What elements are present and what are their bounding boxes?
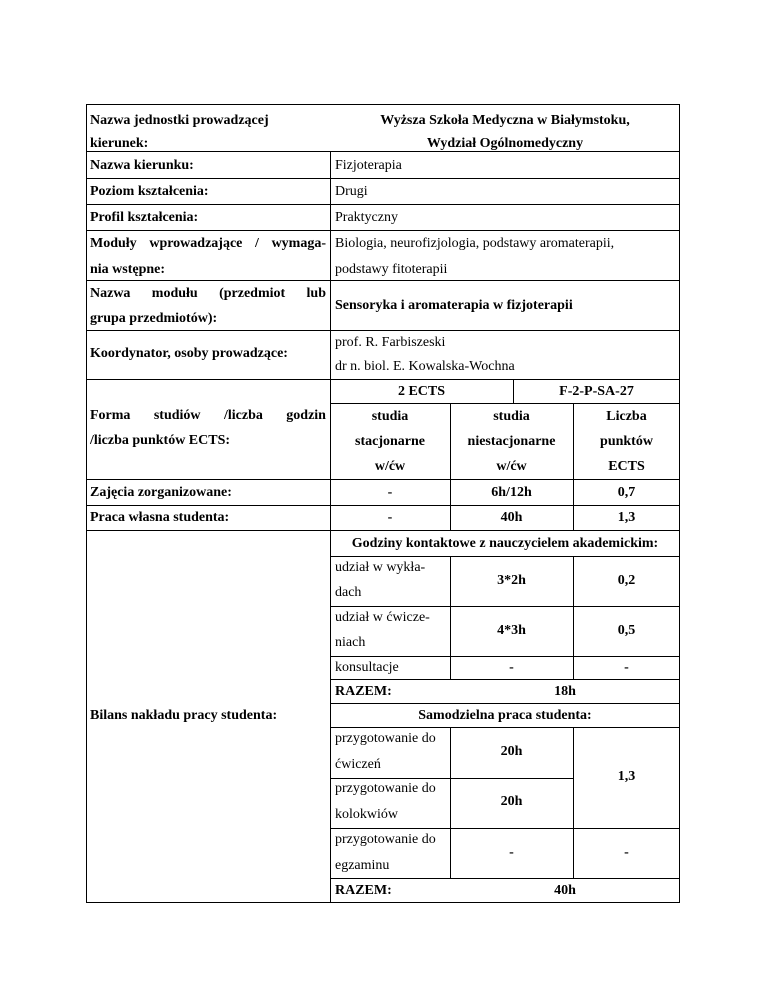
row-divider	[330, 828, 680, 829]
column-divider	[330, 151, 331, 903]
prereq-value-line2: podstawy fitoterapii	[335, 262, 448, 277]
prep-exercise-line1: przygotowanie do	[335, 731, 436, 746]
row-divider	[86, 505, 680, 506]
coordinator-label: Koordynator, osoby prowadzące:	[90, 346, 288, 361]
ects-total: 2 ECTS	[397, 384, 446, 399]
module-value: Sensoryka i aromaterapia w fizjoterapii	[335, 298, 573, 313]
col2-line1: studia	[493, 409, 530, 424]
prep-colloquium-hours: 20h	[500, 794, 523, 809]
consult-label: konsultacje	[335, 660, 399, 675]
classes-label: Zajęcia zorganizowane:	[90, 485, 232, 500]
classes-v2: 6h/12h	[491, 485, 532, 500]
prep-colloquium-line1: przygotowanie do	[335, 781, 436, 796]
self-total-value: 40h	[554, 883, 576, 898]
col3-line3: ECTS	[608, 459, 645, 474]
row-divider	[330, 403, 680, 404]
prep-colloquium-line2: kolokwiów	[335, 807, 398, 822]
selfwork-label: Praca własna studenta:	[90, 510, 230, 525]
unit-label-line1: Nazwa jednostki prowadzącej	[90, 113, 269, 128]
lecture-ects: 0,2	[617, 573, 636, 588]
syllabus-table	[86, 104, 680, 903]
row-divider	[330, 679, 680, 680]
contact-total-label: RAZEM:	[335, 684, 392, 699]
field-value: Fizjoterapia	[335, 158, 402, 173]
border-top	[86, 104, 680, 105]
row-divider	[330, 878, 680, 879]
classes-v3: 0,7	[617, 485, 636, 500]
border-bottom	[86, 902, 680, 903]
form-word: studiów	[153, 408, 201, 423]
classes-v1: -	[387, 485, 393, 500]
contact-header: Godziny kontaktowe z nauczycielem akademickim:	[351, 536, 659, 551]
module-label-line2: grupa przedmiotów):	[90, 311, 218, 326]
contact-total-value: 18h	[554, 684, 576, 699]
consult-hours: -	[509, 660, 514, 675]
lecture-label-line1: udział w wykła-	[335, 560, 426, 575]
prereq-value-line1: Biologia, neurofizjologia, podstawy aromaterapii,	[335, 236, 615, 251]
prep-exercise-hours: 20h	[500, 744, 523, 759]
prereq-label-line2: nia wstępne:	[90, 262, 166, 277]
unit-label-line2: kierunek:	[90, 136, 149, 151]
prep-exercise-line2: ćwiczeń	[335, 757, 381, 772]
row-divider	[86, 379, 680, 380]
coordinator-value-line1: prof. R. Farbiszeski	[335, 335, 446, 350]
module-word: modułu	[151, 286, 198, 301]
balance-label: Bilans nakładu pracy studenta:	[90, 708, 278, 723]
row-divider	[330, 656, 680, 657]
row-divider	[86, 230, 680, 231]
prep-exam-hours: -	[509, 845, 514, 860]
field-label: Nazwa kierunku:	[90, 158, 194, 173]
module-word: lub	[306, 286, 326, 301]
exercise-label-line2: niach	[335, 635, 366, 650]
unit-value-line2: Wydział Ogólnomedyczny	[426, 136, 584, 151]
self-ects: 1,3	[617, 769, 636, 784]
row-divider	[330, 606, 680, 607]
row-divider	[330, 703, 680, 704]
col3-line1: Liczba	[606, 409, 647, 424]
row-divider	[86, 330, 680, 331]
form-label-line1	[90, 407, 326, 425]
exercise-label-line1: udział w ćwicze-	[335, 610, 430, 625]
prereq-word: Moduły	[90, 236, 137, 251]
form-word: Forma	[90, 408, 131, 423]
self-header: Samodzielna praca studenta:	[418, 708, 592, 723]
form-label-line2: /liczba punktów ECTS:	[90, 433, 231, 448]
coordinator-value-line2: dr n. biol. E. Kowalska-Wochna	[335, 359, 515, 374]
module-label-line1	[90, 285, 326, 303]
col3-line2: punktów	[600, 434, 653, 449]
form-word: godzin	[286, 408, 326, 423]
lecture-hours: 3*2h	[497, 573, 526, 588]
module-code: F-2-P-SA-27	[559, 384, 634, 399]
prep-exam-ects: -	[624, 845, 629, 860]
consult-ects: -	[624, 660, 629, 675]
border-left	[86, 104, 87, 903]
row-divider	[330, 778, 573, 779]
self-total-label: RAZEM:	[335, 883, 392, 898]
row-divider	[86, 204, 680, 205]
row-divider	[330, 727, 680, 728]
row-divider	[330, 556, 680, 557]
module-word: (przedmiot	[219, 286, 286, 301]
profile-value: Praktyczny	[335, 210, 398, 225]
selfwork-v2: 40h	[500, 510, 523, 525]
unit-value-line1: Wyższa Szkoła Medyczna w Białymstoku,	[380, 113, 630, 128]
module-word: Nazwa	[90, 286, 131, 301]
exercise-ects: 0,5	[617, 623, 636, 638]
exercise-hours: 4*3h	[497, 623, 526, 638]
prereq-word: /	[255, 236, 259, 251]
selfwork-v1: -	[387, 510, 393, 525]
prep-exam-line2: egzaminu	[335, 858, 390, 873]
row-divider	[86, 178, 680, 179]
col1-line1: studia	[371, 409, 409, 424]
col1-line2: stacjonarne	[355, 434, 425, 449]
prep-exam-line1: przygotowanie do	[335, 832, 436, 847]
col2-line2: niestacjonarne	[467, 434, 556, 449]
prereq-word: wprowadzające	[149, 236, 243, 251]
lecture-label-line2: dach	[335, 585, 362, 600]
level-value: Drugi	[335, 184, 368, 199]
row-divider	[86, 530, 680, 531]
level-label: Poziom kształcenia:	[90, 184, 209, 199]
row-divider	[86, 479, 680, 480]
col2-line3: w/ćw	[496, 459, 527, 474]
prereq-label-line1	[90, 235, 326, 253]
col1-line3: w/ćw	[374, 459, 406, 474]
profile-label: Profil kształcenia:	[90, 210, 199, 225]
form-word: /liczba	[223, 408, 263, 423]
row-divider	[86, 280, 680, 281]
prereq-word: wymaga-	[271, 236, 326, 251]
selfwork-v3: 1,3	[617, 510, 636, 525]
